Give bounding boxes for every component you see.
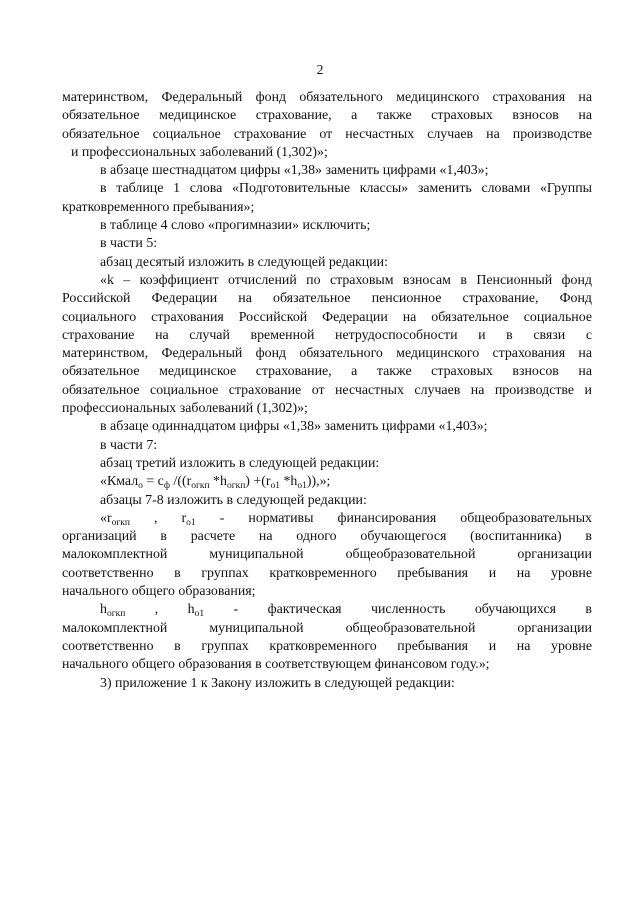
text-line: страхование на случай временной нетрудоспособности и в связи с <box>62 327 592 343</box>
text-line: начального общего образования в соответствующем финансовом году.»; <box>62 657 490 673</box>
text-line: абзац третий изложить в следующей редакции: <box>100 455 380 471</box>
text-line: соответственно в группах кратковременного пребывания и на уровне <box>62 565 592 581</box>
text-line: в части 5: <box>100 236 158 252</box>
text-line: обязательное медицинское страхование, а также страховых взносов на <box>62 108 592 124</box>
text-line: в абзаце одиннадцатом цифры «1,38» заменить цифрами «1,403»; <box>100 419 488 435</box>
text-line: Российской Федерации на обязательное пенсионное страхование, Фонд <box>62 291 592 307</box>
text-line: организаций в расчете на одного обучающегося (воспитанника) в <box>62 529 592 545</box>
text-line: в части 7: <box>100 437 158 453</box>
text-line: соответственно в группах кратковременного пребывания и на уровне <box>62 638 592 654</box>
text-line: абзац десятый изложить в следующей редакции: <box>100 254 388 270</box>
text-line: обязательное социальное страхование от несчастных случаев на производстве <box>62 126 592 142</box>
text-line: малокомплектной муниципальной общеобразовательной организации <box>62 547 592 563</box>
text-line: материнством, Федеральный фонд обязательного медицинского страхования на <box>62 90 592 105</box>
text-line: в таблице 1 слова «Подготовительные классы» заменить словами «Группы <box>100 181 592 197</box>
document-body <box>62 89 592 693</box>
formula-h-definition: $h_{огкп}$ , $h_{о1}$ - фактическая численность обучающихся в <box>100 602 592 620</box>
text-line: абзацы 7-8 изложить в следующей редакции: <box>100 492 367 508</box>
formula-kmal: «Кмал$_о$ = $c_ф$ $/((r_{огкп}$ $*h_{огкп}) +(r_{о1}$ $*h_{о1}$)),»; <box>100 474 331 492</box>
text-line: малокомплектной муниципальной общеобразовательной организации <box>62 620 592 636</box>
text-line: и профессиональных заболеваний (1,302)»; <box>71 144 328 160</box>
text-line: в абзаце шестнадцатом цифры «1,38» заменить цифрами «1,403»; <box>100 163 489 179</box>
text-line: обязательное медицинское страхование, а также страховых взносов на <box>62 364 592 380</box>
page-number: 2 <box>316 62 324 77</box>
text-line: «k – коэффициент отчислений по страховым взносам в Пенсионный фонд <box>100 272 592 288</box>
text-line: 3) приложение 1 к Закону изложить в следующей редакции: <box>100 675 455 691</box>
text-line: социального страхования Российской Федерации на обязательное социальное <box>62 309 592 325</box>
text-line: обязательное социальное страхование от несчастных случаев на производстве и <box>62 382 592 398</box>
text-line: в таблице 4 слово «прогимназии» исключить; <box>100 218 371 234</box>
text-line: материнством, Федеральный фонд обязательного медицинского страхования на <box>62 346 592 362</box>
formula-r-definition: «$r_{огкп}$ , $r_{о1}$ - нормативы финансирования общеобразовательных <box>100 510 593 528</box>
text-line: начального общего образования; <box>62 584 256 600</box>
text-line: кратковременного пребывания»; <box>62 199 255 215</box>
text-line: профессиональных заболеваний (1,302)»; <box>62 401 308 417</box>
